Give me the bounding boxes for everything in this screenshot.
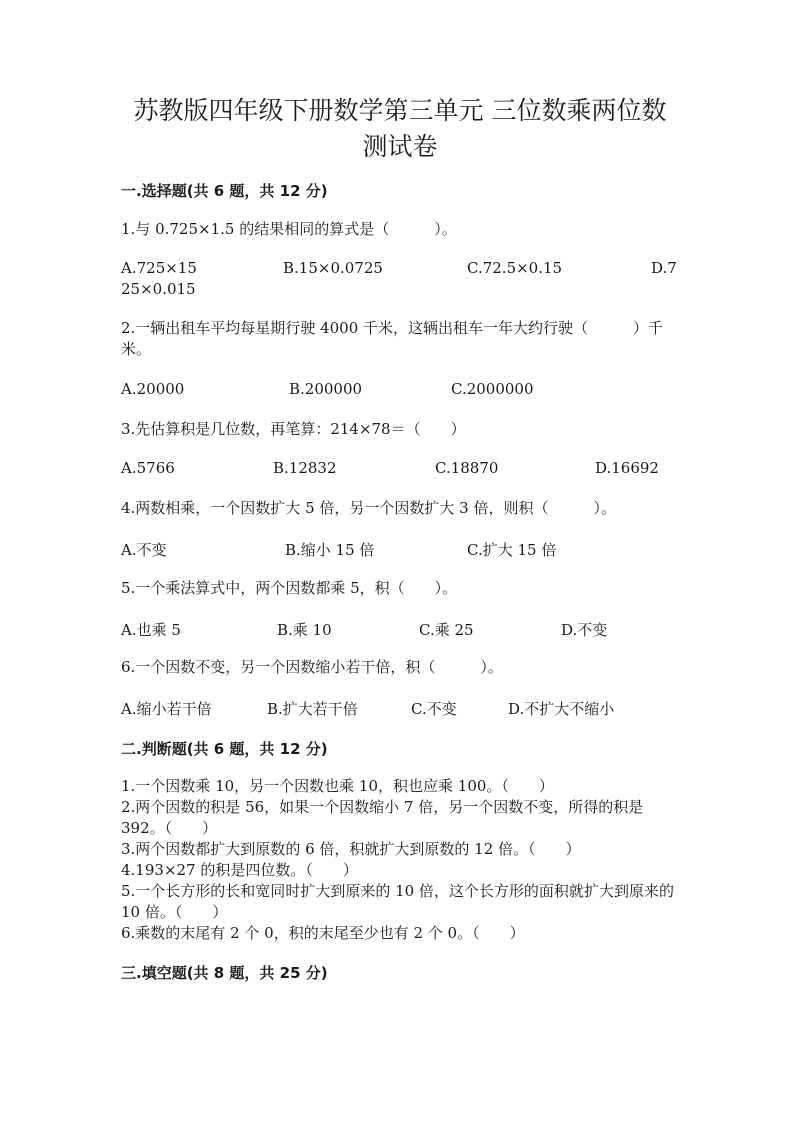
option-c[interactable]: C.72.5×0.15 [467, 259, 563, 277]
option-d[interactable]: D.7 [651, 259, 677, 277]
question-4-options [121, 539, 681, 561]
option-b[interactable]: B.扩大若干倍 [267, 700, 358, 718]
judgement-item-2: 2.两个因数的积是 56，如果一个因数缩小 7 倍，另一个因数不变，所得的积是 392。（ ） [121, 798, 644, 837]
judgement-item-5: 5.一个长方形的长和宽同时扩大到原来的 10 倍，这个长方形的面积就扩大到原来的 10 倍。（ ） [121, 882, 674, 921]
option-a[interactable]: A.不变 [121, 541, 167, 559]
question-1-options [121, 259, 681, 281]
option-b[interactable]: B.12832 [273, 459, 337, 477]
option-a[interactable]: A.5766 [121, 459, 175, 477]
page-title: 苏教版四年级下册数学第三单元 三位数乘两位数 [133, 96, 667, 125]
option-d[interactable]: D.16692 [595, 459, 659, 477]
question-2-options [121, 380, 681, 402]
question-5-options [121, 619, 681, 641]
option-a[interactable]: A.缩小若干倍 [121, 700, 212, 718]
option-c[interactable]: C.扩大 15 倍 [467, 541, 557, 559]
question-3-options [121, 459, 681, 481]
question-5: 5.一个乘法算式中，两个因数都乘 5，积（ ）。 [121, 579, 458, 597]
question-2: 2.一辆出租车平均每星期行驶 4000 千米，这辆出租车一年大约行驶（ ）千米。 [121, 319, 664, 358]
option-a[interactable]: A.725×15 [121, 259, 197, 277]
section-heading-fill-in: 三.填空题(共 8 题，共 25 分) [121, 964, 328, 982]
option-b[interactable]: B.15×0.0725 [283, 259, 383, 277]
question-6-options [121, 698, 681, 720]
option-a[interactable]: A.也乘 5 [121, 621, 181, 639]
question-1: 1.与 0.725×1.5 的结果相同的算式是（ ）。 [121, 220, 457, 238]
question-6: 6.一个因数不变，另一个因数缩小若干倍，积（ ）。 [121, 658, 503, 676]
section-heading-choice: 一.选择题(共 6 题，共 12 分) [121, 182, 328, 200]
judgement-item-1: 1.一个因数乘 10，另一个因数也乘 10，积也应乘 100。（ ） [121, 777, 554, 795]
option-c[interactable]: C.不变 [411, 700, 457, 718]
option-c[interactable]: C.18870 [435, 459, 499, 477]
option-c[interactable]: C.2000000 [451, 380, 534, 398]
option-a[interactable]: A.20000 [121, 380, 185, 398]
question-4: 4.两数相乘，一个因数扩大 5 倍，另一个因数扩大 3 倍，则积（ ）。 [121, 499, 616, 517]
question-3: 3.先估算积是几位数，再笔算：214×78＝（ ） [121, 420, 466, 438]
judgement-item-6: 6.乘数的末尾有 2 个 0，积的末尾至少也有 2 个 0。（ ） [121, 924, 525, 942]
page-title-line2: 测试卷 [362, 132, 438, 161]
option-c[interactable]: C.乘 25 [419, 621, 474, 639]
judgement-item-3: 3.两个因数都扩大到原数的 6 倍，积就扩大到原数的 12 倍。（ ） [121, 840, 581, 858]
judgement-item-4: 4.193×27 的积是四位数。（ ） [121, 861, 358, 879]
option-b[interactable]: B.200000 [289, 380, 363, 398]
section-heading-judgement: 二.判断题(共 6 题，共 12 分) [121, 740, 328, 758]
option-d[interactable]: D.不扩大不缩小 [508, 700, 615, 718]
option-b[interactable]: B.缩小 15 倍 [285, 541, 375, 559]
option-d[interactable]: D.不变 [561, 621, 608, 639]
option-b[interactable]: B.乘 10 [277, 621, 332, 639]
option-d-continuation: 25×0.015 [121, 280, 196, 298]
